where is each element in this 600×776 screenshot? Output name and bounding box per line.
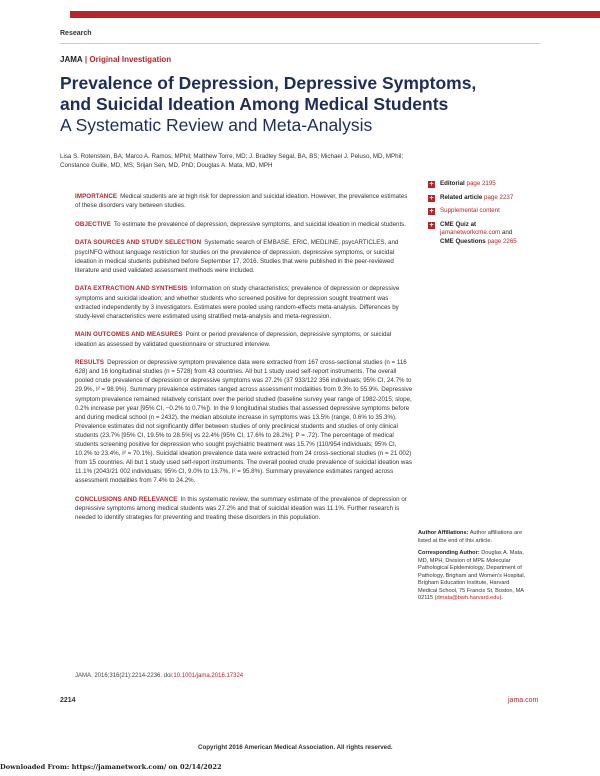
abstract-results bbox=[75, 358, 413, 485]
aff-text: Author affiliations are listed at the end of this article. bbox=[418, 530, 523, 544]
header-divider bbox=[60, 43, 540, 44]
abstract-label: CONCLUSIONS AND RELEVANCE bbox=[75, 496, 178, 504]
copyright: Copyright 2016 American Medical Association. All rights reserved. bbox=[198, 744, 393, 751]
corr-label: Corresponding Author: bbox=[418, 550, 480, 556]
title-line-2: and Suicidal Ideation Among Medical Students bbox=[60, 94, 449, 114]
citation bbox=[75, 673, 243, 679]
article-title bbox=[60, 73, 530, 136]
plus-icon: + bbox=[429, 221, 434, 229]
citation-text: JAMA. 2016;316(21):2214-2236. doi: bbox=[75, 673, 174, 679]
abstract bbox=[75, 192, 413, 532]
abstract-label: DATA EXTRACTION AND SYNTHESIS bbox=[75, 285, 188, 293]
sidebar-related-article[interactable] bbox=[428, 194, 548, 203]
sidebar-editorial[interactable] bbox=[428, 180, 548, 189]
abstract-text: Medical students are at high risk for depression and suicidal ideation. However, the prevalence estimates of these disorders vary between studies. bbox=[75, 193, 408, 210]
corresponding-author bbox=[418, 550, 530, 603]
article-type: Original Investigation bbox=[89, 55, 172, 64]
related-page-link[interactable]: page 2237 bbox=[484, 193, 514, 201]
section-label: Research bbox=[60, 30, 92, 37]
abstract-text: Point or period prevalence of depression, depressive symptoms, or suicidal ideation as assessed by validated questionnaire or structured interview. bbox=[75, 331, 392, 348]
corr-text: Douglas A. Mata, MD, MPH, Division of MPE Molecular Pathological Epidemiology, Department of Pathology, Brigham and Women's Hospital, Brigham Education Institute, Harvard Medical School, 75 Francis St, Boston, MA 02115 ( bbox=[418, 550, 526, 601]
title-line-1: Prevalence of Depression, Depressive Symptoms, bbox=[60, 73, 477, 93]
corr-email-link[interactable]: dmata@bwh.harvard.edu bbox=[436, 595, 500, 601]
abstract-importance bbox=[75, 192, 413, 210]
authors-line-1: Lisa S. Rotenstein, BA; Marco A. Ramos, MPhil; Matthew Torre, MD; J. Bradley Segal, BA, BS; Michael J. Peluso, MD, MPhil; bbox=[60, 153, 404, 160]
plus-icon: + bbox=[429, 181, 434, 188]
abstract-outcomes bbox=[75, 330, 413, 348]
abstract-text: To estimate the prevalence of depression, depressive symptoms, and suicidal ideation in medical students. bbox=[113, 220, 406, 228]
abstract-text: Systematic search of EMBASE, ERIC, MEDLINE, psycARTICLES, and psycINFO without language restriction for studies on the prevalence of depression, depressive symptoms, or suicidal ideation in medical students published before September 17, 2016. Studies that were published in the peer-reviewed literature and used validated assessment methods were included. bbox=[75, 239, 399, 274]
editorial-label: Editorial bbox=[440, 180, 465, 187]
sidebar-cme bbox=[428, 221, 548, 247]
authors-line-2: Constance Guille, MD, MS; Srijan Sen, MD, PhD; Douglas A. Mata, MD, MPH bbox=[60, 162, 273, 169]
related-label: Related article bbox=[440, 193, 483, 201]
abstract-text: Information on study characteristics; prevalence of depression or depressive symptoms and suicidal ideation; and whether students who screened positive for depression sought treatment was extracted independently by 3 investigators. Estimates were pooled using random-effects meta-analysis. Differences by study-level characteristics were estimated using stratified meta-analysis and meta-regression. bbox=[75, 285, 400, 320]
plus-icon: + bbox=[429, 208, 434, 215]
cme-questions-page-link[interactable]: page 2265 bbox=[487, 237, 517, 245]
download-stamp: Downloaded From: https://jamanetwork.com/ on 02/14/2022 bbox=[0, 763, 222, 771]
top-accent-bar bbox=[70, 11, 600, 18]
sidebar-supplemental[interactable] bbox=[428, 207, 548, 216]
author-list bbox=[60, 152, 440, 170]
journal-line bbox=[60, 55, 171, 64]
abstract-conclusions bbox=[75, 495, 413, 522]
supplemental-link[interactable]: Supplemental content bbox=[440, 207, 500, 214]
page-number: 2214 bbox=[60, 697, 76, 704]
editorial-page-link[interactable]: page 2195 bbox=[466, 180, 496, 187]
article-subtitle: A Systematic Review and Meta-Analysis bbox=[60, 115, 373, 135]
doi-link[interactable]: 10.1001/jama.2016.17324 bbox=[173, 673, 244, 679]
abstract-data-extraction bbox=[75, 284, 413, 320]
abstract-text: Depression or depressive symptom prevalence data were extracted from 167 cross-sectional studies (n = 116 628) and 16 longitudinal studies (n = 5728) from 43 countries. All but 1 study used self-report instruments. The overall pooled crude prevalence of depression or depressive symptoms was 27.2% (37 933/122 356 individuals; 95% CI, 24.7% to 29.9%, I² = 98.9%). Summary prevalence estimates ranged across assessment modalities from 9.3% to 55.9%. Depressive symptom prevalence remained relatively constant over the period studied (baseline survey year range of 1982-2015; slope, 0.2% increase per year [95% CI, −0.2% to 0.7%]). In the 9 longitudinal studies that assessed depressive symptoms before and during medical school (n = 2432), the median absolute increase in symptoms was 13.5% (range, 0.6% to 35.3%). Prevalence estimates did not significantly differ between studies of only preclinical students and studies of only clinical students (23.7% [95% CI, 19.5% to 28.5%] vs 22.4% [95% CI, 17.6% to 28.2%]; P = .72). The percentage of medical students screening positive for depression who sought psychiatric treatment was 15.7% (110/954 individuals; 95% CI, 10.2% to 23.4%, I² = 70.1%). Suicidal ideation prevalence data were extracted from 24 cross-sectional studies (n = 21 002) from 15 countries. All but 1 study used self-report instruments. The overall pooled crude prevalence of suicidal ideation was 11.1% (2043/21 002 individuals; 95% CI, 9.0% to 13.7%, I² = 95.8%). Summary prevalence estimates ranged across assessment modalities from 7.4% to 24.2%. bbox=[75, 359, 413, 485]
aff-label: Author Affiliations: bbox=[418, 530, 469, 536]
abstract-objective bbox=[75, 220, 413, 229]
abstract-label: MAIN OUTCOMES AND MEASURES bbox=[75, 331, 183, 339]
cme-label: CME Quiz at bbox=[440, 220, 477, 228]
cme-and: and bbox=[501, 229, 513, 236]
abstract-label: IMPORTANCE bbox=[75, 193, 118, 200]
abstract-text: In this systematic review, the summary estimate of the prevalence of depression or depressive symptoms among medical students was 27.2% and that of suicidal ideation was 11.1%. Further research is needed to identify strategies for preventing and treating these disorders in this population. bbox=[75, 496, 407, 522]
sidebar bbox=[428, 180, 548, 251]
abstract-label: RESULTS bbox=[75, 359, 105, 367]
journal-separator: | bbox=[84, 55, 88, 64]
abstract-data-sources bbox=[75, 238, 413, 274]
cme-questions-label: CME Questions bbox=[440, 237, 486, 245]
affiliations bbox=[418, 530, 530, 603]
journal-name: JAMA bbox=[60, 55, 83, 64]
abstract-label: DATA SOURCES AND STUDY SELECTION bbox=[75, 239, 202, 247]
plus-icon: + bbox=[429, 194, 434, 202]
author-affiliations bbox=[418, 530, 530, 545]
abstract-label: OBJECTIVE bbox=[75, 220, 111, 228]
corr-end: ). bbox=[499, 595, 503, 601]
site-link[interactable]: jama.com bbox=[508, 697, 539, 704]
cme-link[interactable]: jamanetworkcme.com bbox=[440, 229, 501, 236]
